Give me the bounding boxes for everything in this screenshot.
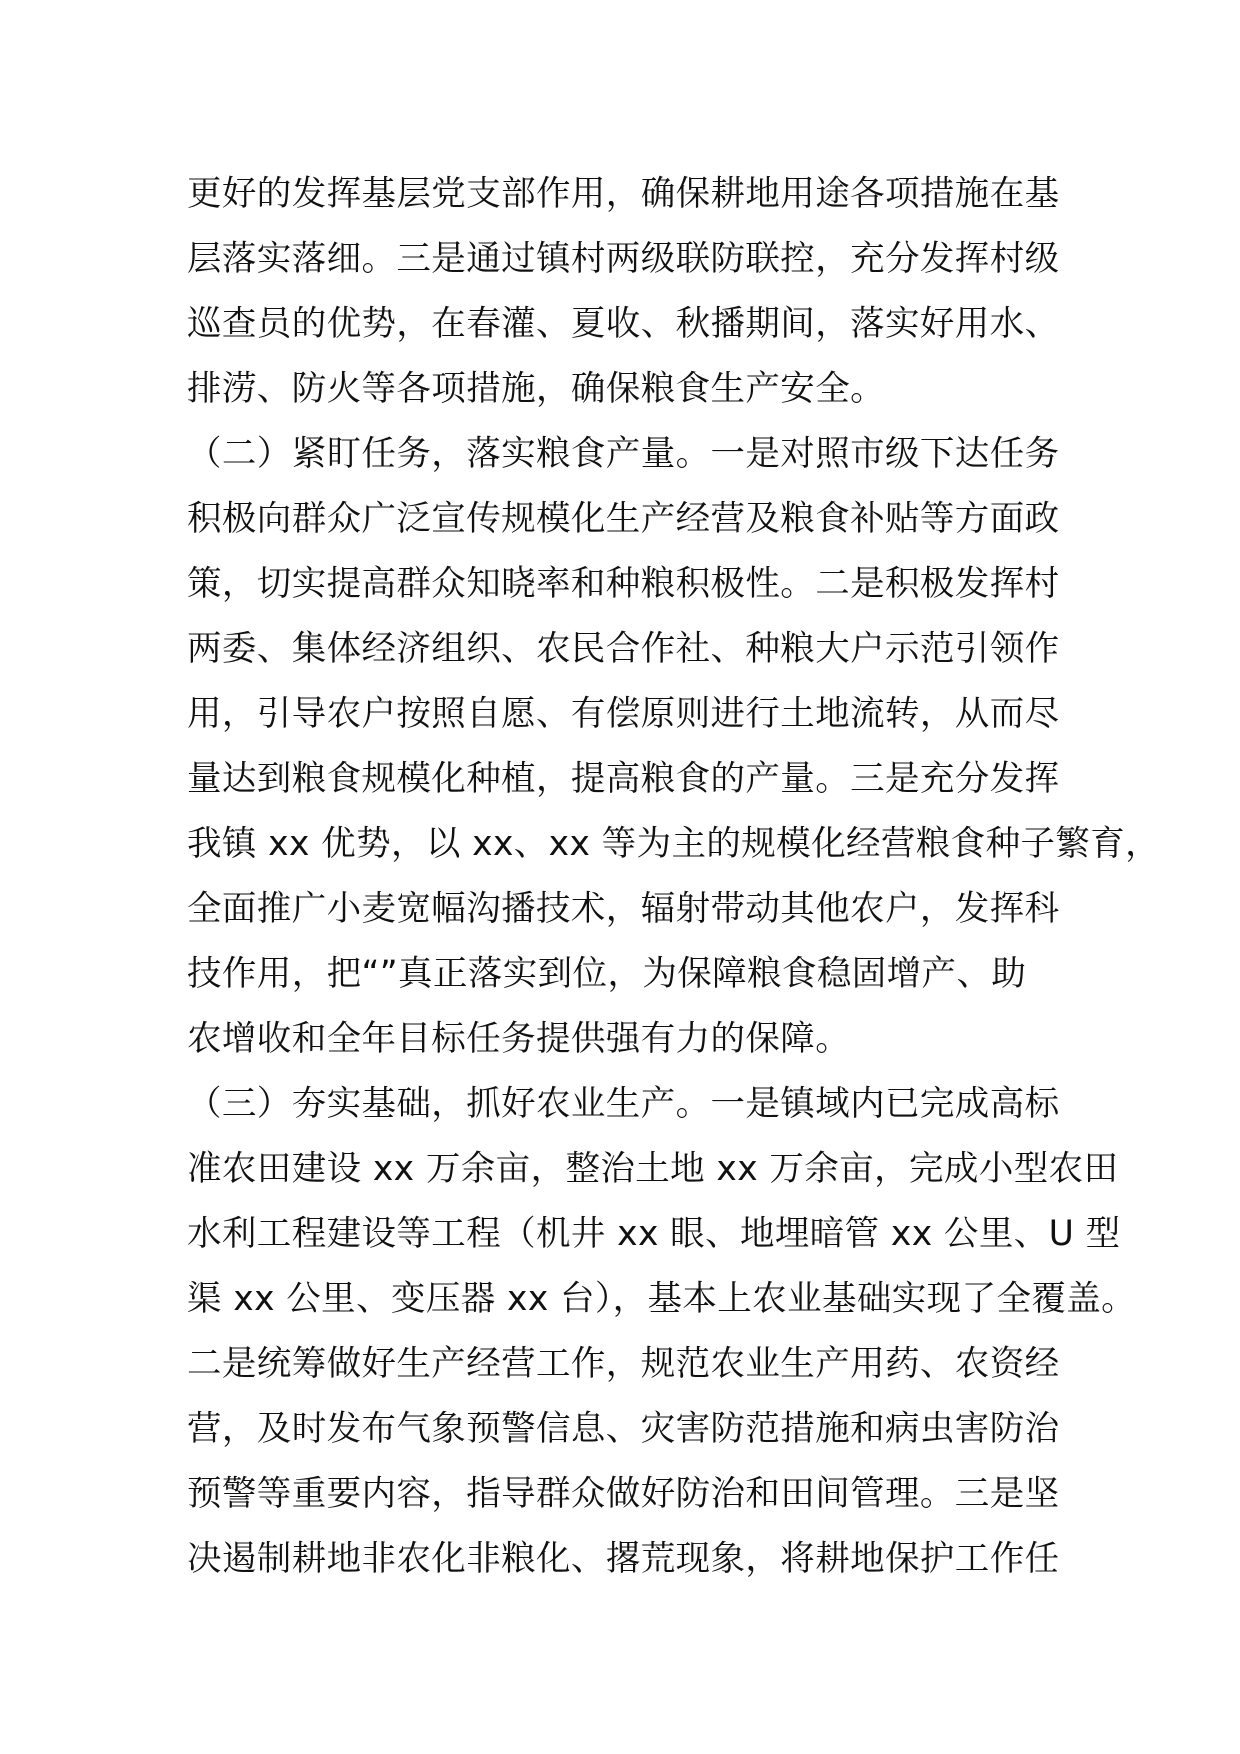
text-line: 水利工程建设等工程（机井 xx 眼、地埋暗管 xx 公里、U 型 <box>187 1214 1121 1254</box>
text-line: 农增收和全年目标任务提供强有力的保障。 <box>187 1019 851 1059</box>
section-heading-line: （三）夯实基础，抓好农业生产。一是镇域内已完成高标 <box>187 1084 1060 1124</box>
text-line: 层落实落细。三是通过镇村两级联防联控，充分发挥村级 <box>187 239 1060 279</box>
text-line: 预警等重要内容，指导群众做好防治和田间管理。三是坚 <box>187 1474 1060 1514</box>
text-line: 排涝、防火等各项措施，确保粮食生产安全。 <box>187 369 885 409</box>
section-heading-line: （二）紧盯任务，落实粮食产量。一是对照市级下达任务 <box>187 434 1060 474</box>
text-line: 渠 xx 公里、变压器 xx 台），基本上农业基础实现了全覆盖。 <box>187 1279 1137 1319</box>
text-line: 二是统筹做好生产经营工作，规范农业生产用药、农资经 <box>187 1344 1060 1384</box>
text-line: 全面推广小麦宽幅沟播技术，辐射带动其他农户，发挥科 <box>187 889 1060 929</box>
text-line: 准农田建设 xx 万余亩，整治土地 xx 万余亩，完成小型农田 <box>187 1149 1119 1189</box>
text-line: 巡查员的优势，在春灌、夏收、秋播期间，落实好用水、 <box>187 304 1060 344</box>
text-line: 更好的发挥基层党支部作用，确保耕地用途各项措施在基 <box>187 174 1060 214</box>
text-line: 量达到粮食规模化种植，提高粮食的产量。三是充分发挥 <box>187 759 1060 799</box>
body-text <box>187 162 1161 1592</box>
text-line: 营，及时发布气象预警信息、灾害防范措施和病虫害防治 <box>187 1409 1060 1449</box>
text-line: 我镇 xx 优势，以 xx、xx 等为主的规模化经营粮食种子繁育， <box>187 824 1161 864</box>
text-line: 技作用，把“”真正落实到位，为保障粮食稳固增产、助 <box>187 954 1027 994</box>
text-line: 两委、集体经济组织、农民合作社、种粮大户示范引领作 <box>187 629 1060 669</box>
text-line: 决遏制耕地非农化非粮化、撂荒现象，将耕地保护工作任 <box>187 1539 1060 1579</box>
text-line: 积极向群众广泛宣传规模化生产经营及粮食补贴等方面政 <box>187 499 1060 539</box>
text-line: 策，切实提高群众知晓率和种粮积极性。二是积极发挥村 <box>187 564 1060 604</box>
text-line: 用，引导农户按照自愿、有偿原则进行土地流转，从而尽 <box>187 694 1060 734</box>
